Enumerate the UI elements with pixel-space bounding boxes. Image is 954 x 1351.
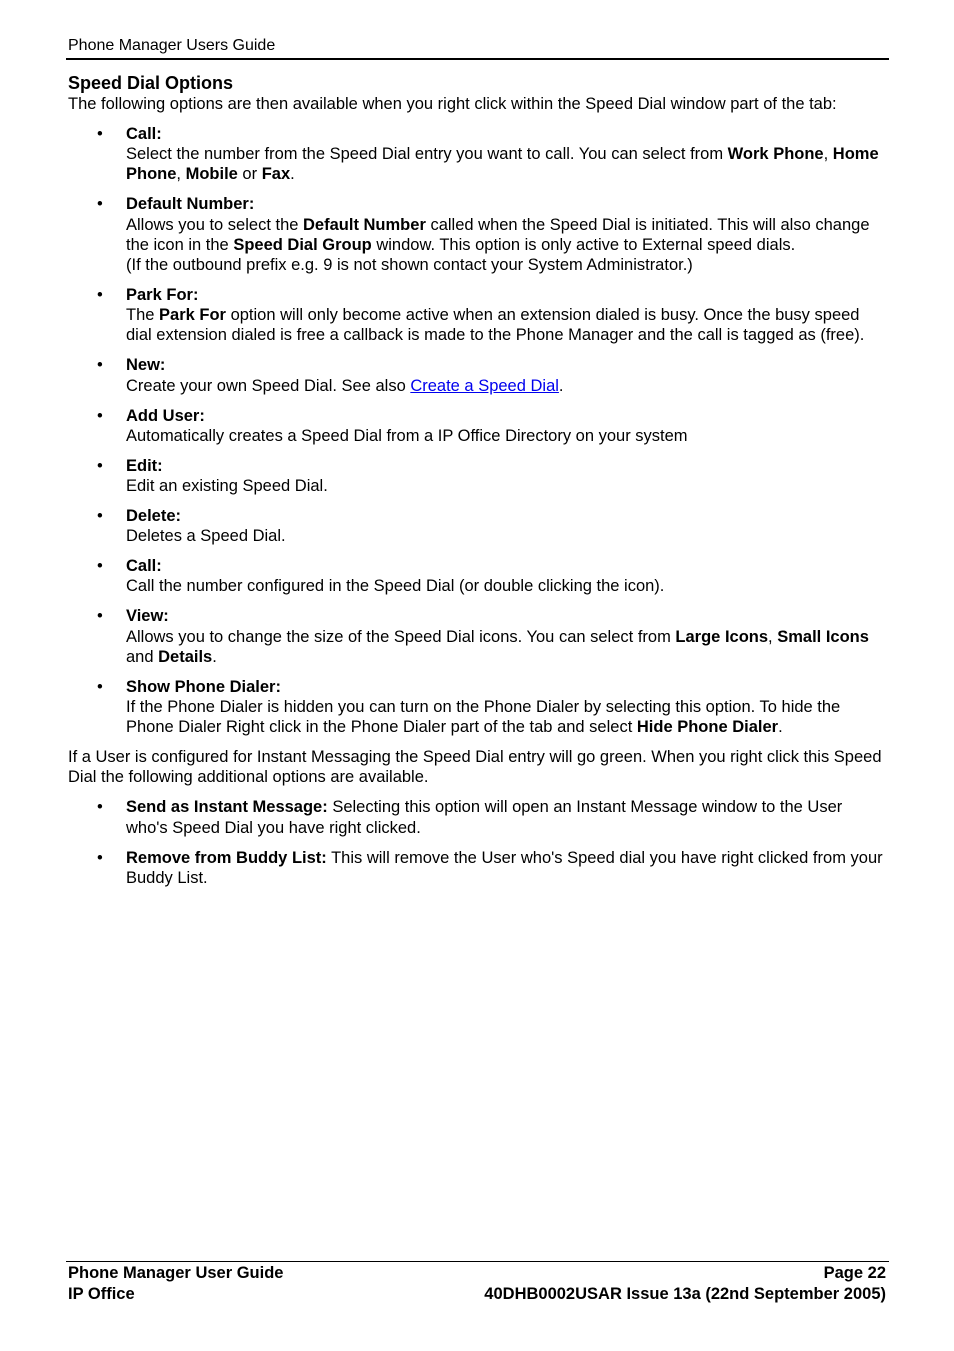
bold-term: Work Phone bbox=[727, 145, 824, 164]
footer-rule bbox=[66, 1261, 889, 1262]
im-paragraph: If a User is configured for Instant Messaging the Speed Dial entry will go green. When you right click this Speed Dial the following additional options are available. bbox=[68, 748, 882, 787]
option-label: Show Phone Dialer: bbox=[126, 677, 281, 696]
option-item bbox=[68, 456, 888, 496]
option-label: View: bbox=[126, 607, 169, 626]
option-description bbox=[126, 376, 888, 396]
bold-term: Hide Phone Dialer bbox=[636, 718, 779, 737]
im-option-item bbox=[68, 797, 888, 837]
bullet-icon: • bbox=[97, 848, 103, 867]
text-run: . bbox=[558, 376, 564, 395]
header-rule bbox=[66, 58, 889, 60]
text-run: Create your own Speed Dial. See also bbox=[126, 376, 411, 395]
options-list bbox=[68, 124, 888, 737]
text-run: If the Phone Dialer is hidden you can turn on the Phone Dialer by selecting this option. To hide the Phone Dialer Right click in the Phone Dialer part of the tab and select bbox=[126, 698, 841, 737]
text-run: Automatically creates a Speed Dial from a IP Office Directory on your system bbox=[126, 426, 688, 445]
bold-term: Mobile bbox=[185, 165, 238, 184]
option-label: Delete: bbox=[126, 507, 182, 526]
text-run: Call the number configured in the Speed Dial (or double clicking the icon). bbox=[126, 577, 665, 596]
option-label: Park For: bbox=[126, 286, 199, 305]
footer-issue: 40DHB0002USAR Issue 13a (22nd September 2005) bbox=[484, 1285, 886, 1303]
im-option-description: This will remove the User who's Speed dial you have right clicked from your Buddy List. bbox=[126, 848, 883, 887]
main-content bbox=[68, 72, 888, 888]
option-label: Call: bbox=[126, 125, 162, 143]
option-item bbox=[68, 355, 888, 395]
text-run: Deletes a Speed Dial. bbox=[126, 527, 286, 546]
option-description bbox=[126, 627, 888, 667]
option-item bbox=[68, 677, 888, 738]
option-description bbox=[126, 215, 888, 255]
option-item bbox=[68, 194, 888, 275]
bullet-icon: • bbox=[97, 677, 103, 696]
im-option-label: Remove from Buddy List: bbox=[126, 848, 327, 867]
bullet-icon: • bbox=[97, 507, 103, 526]
text-run: . bbox=[778, 718, 783, 737]
option-label: Edit: bbox=[126, 456, 163, 475]
text-run: Edit an existing Speed Dial. bbox=[126, 477, 328, 496]
bullet-icon: • bbox=[97, 456, 103, 475]
im-options-list bbox=[68, 797, 888, 888]
bullet-icon: • bbox=[97, 286, 103, 305]
section-intro: The following options are then available when you right click within the Speed Dial window part of the tab: bbox=[68, 95, 837, 113]
text-run: Allows you to select the bbox=[126, 215, 304, 234]
im-option-description: Selecting this option will open an Instant Message window to the User who's Speed Dial you have right clicked. bbox=[126, 798, 843, 837]
option-description bbox=[126, 526, 888, 546]
option-description bbox=[126, 576, 888, 596]
text-run: . bbox=[212, 647, 217, 666]
option-label: Add User: bbox=[126, 406, 205, 425]
text-run: option will only become active when an extension dialed is busy. Once the busy speed dial extension dialed is free a callback is made to the Phone Manager and the call is tagged as (free). bbox=[126, 306, 865, 345]
section-title: Speed Dial Options bbox=[68, 73, 234, 93]
bold-term: Large Icons bbox=[675, 627, 769, 646]
text-run: , bbox=[768, 627, 778, 646]
bold-term: Details bbox=[158, 647, 213, 666]
bullet-icon: • bbox=[97, 406, 103, 425]
text-run: called when the Speed Dial is initiated. This will also change the icon in the bbox=[126, 215, 870, 254]
option-item bbox=[68, 124, 888, 185]
text-run: , bbox=[823, 145, 833, 164]
option-item bbox=[68, 606, 888, 667]
text-run: or bbox=[237, 165, 262, 184]
option-label: Default Number: bbox=[126, 195, 255, 214]
bullet-icon: • bbox=[97, 798, 103, 817]
text-run: Select the number from the Speed Dial entry you want to call. You can select from bbox=[126, 145, 728, 164]
option-item bbox=[68, 406, 888, 446]
option-item bbox=[68, 285, 888, 346]
bold-term: Fax bbox=[261, 165, 291, 184]
header-title: Phone Manager Users Guide bbox=[68, 37, 276, 54]
option-description bbox=[126, 697, 888, 737]
bullet-icon: • bbox=[97, 356, 103, 375]
im-option-label: Send as Instant Message: bbox=[126, 798, 328, 817]
bullet-icon: • bbox=[97, 557, 103, 576]
option-description bbox=[126, 144, 888, 184]
option-description bbox=[126, 305, 888, 345]
create-speed-dial-link[interactable]: Create a Speed Dial bbox=[410, 376, 559, 395]
option-item bbox=[68, 506, 888, 546]
text-run: . bbox=[290, 165, 295, 184]
bold-term: Speed Dial Group bbox=[233, 235, 372, 254]
option-label: Call: bbox=[126, 557, 162, 576]
footer-product: IP Office bbox=[68, 1285, 135, 1303]
bullet-icon: • bbox=[97, 607, 103, 626]
option-item bbox=[68, 556, 888, 596]
option-label: New: bbox=[126, 356, 166, 375]
text-run: window. This option is only active to External speed dials. bbox=[371, 235, 796, 254]
bold-term: Small Icons bbox=[777, 627, 869, 646]
text-run: (If the outbound prefix e.g. 9 is not shown contact your System Administrator.) bbox=[126, 256, 693, 275]
im-option-item bbox=[68, 848, 888, 888]
footer-guide-title: Phone Manager User Guide bbox=[68, 1264, 284, 1282]
option-description bbox=[126, 476, 888, 496]
page-footer bbox=[68, 1263, 886, 1305]
bold-term: Park For bbox=[159, 306, 226, 325]
text-run: The bbox=[126, 306, 160, 325]
text-run: , bbox=[176, 165, 186, 184]
bullet-icon: • bbox=[97, 125, 103, 143]
text-run: and bbox=[126, 647, 159, 666]
page-header bbox=[68, 36, 888, 56]
option-description bbox=[126, 426, 888, 446]
footer-page-number: Page 22 bbox=[823, 1264, 886, 1282]
option-description bbox=[126, 255, 888, 275]
bullet-icon: • bbox=[97, 195, 103, 214]
text-run: Allows you to change the size of the Speed Dial icons. You can select from bbox=[126, 627, 676, 646]
bold-term: Default Number bbox=[303, 215, 426, 234]
bold-term: Home Phone bbox=[126, 145, 879, 184]
